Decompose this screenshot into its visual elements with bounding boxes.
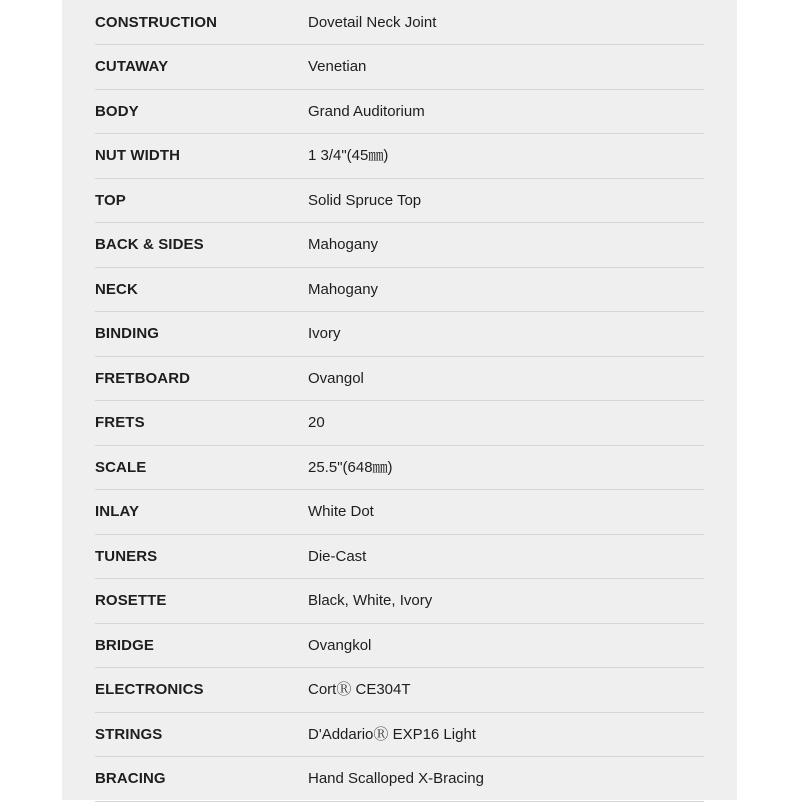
spec-label: SCALE xyxy=(95,458,147,476)
spec-table xyxy=(95,0,704,802)
spec-value: Hand Scalloped X-Bracing xyxy=(308,770,484,788)
spec-value: Mahogany xyxy=(308,236,379,254)
spec-panel xyxy=(62,0,737,800)
spec-value: D'AddarioⓇ EXP16 Light xyxy=(308,725,476,743)
spec-row xyxy=(95,267,704,312)
spec-value: 25.5"(648㎜) xyxy=(308,458,393,476)
spec-label: FRETBOARD xyxy=(95,369,191,387)
spec-label: BRACING xyxy=(95,770,166,788)
spec-label: FRETS xyxy=(95,414,145,432)
spec-value: Ovangkol xyxy=(308,636,372,654)
spec-label: TUNERS xyxy=(95,547,158,565)
spec-value: 20 xyxy=(308,414,325,432)
spec-row xyxy=(95,579,704,624)
spec-label: CONSTRUCTION xyxy=(95,13,218,31)
spec-value: Ovangol xyxy=(308,369,364,387)
spec-value: Die-Cast xyxy=(308,547,367,565)
spec-label: INLAY xyxy=(95,503,140,521)
spec-row xyxy=(95,134,704,179)
spec-row xyxy=(95,623,704,668)
spec-row xyxy=(95,534,704,579)
spec-label: BACK & SIDES xyxy=(95,236,204,254)
spec-value: Mahogany xyxy=(308,280,379,298)
spec-value: Grand Auditorium xyxy=(308,102,425,120)
spec-value: Venetian xyxy=(308,58,367,76)
spec-label: BODY xyxy=(95,102,139,120)
spec-value: 1 3/4"(45㎜) xyxy=(308,147,389,165)
spec-row xyxy=(95,312,704,357)
spec-label: NECK xyxy=(95,280,138,298)
spec-label: STRINGS xyxy=(95,725,163,743)
spec-label: TOP xyxy=(95,191,126,209)
spec-value: Dovetail Neck Joint xyxy=(308,13,437,31)
spec-row xyxy=(95,178,704,223)
spec-value: CortⓇ CE304T xyxy=(308,681,411,699)
spec-label: NUT WIDTH xyxy=(95,147,181,165)
spec-label: BRIDGE xyxy=(95,636,154,654)
spec-value: Black, White, Ivory xyxy=(308,592,433,610)
spec-row xyxy=(95,223,704,268)
spec-row xyxy=(95,401,704,446)
spec-row xyxy=(95,445,704,490)
spec-row xyxy=(95,45,704,90)
spec-label: ELECTRONICS xyxy=(95,681,204,699)
spec-label: CUTAWAY xyxy=(95,58,169,76)
spec-label: ROSETTE xyxy=(95,592,167,610)
spec-label: BINDING xyxy=(95,325,160,343)
spec-row xyxy=(95,89,704,134)
spec-row xyxy=(95,356,704,401)
spec-value: White Dot xyxy=(308,503,374,521)
spec-row xyxy=(95,668,704,713)
spec-row xyxy=(95,490,704,535)
spec-row xyxy=(95,757,704,802)
spec-row xyxy=(95,0,704,45)
spec-row xyxy=(95,712,704,757)
spec-value: Ivory xyxy=(308,325,341,343)
spec-value: Solid Spruce Top xyxy=(308,191,422,209)
